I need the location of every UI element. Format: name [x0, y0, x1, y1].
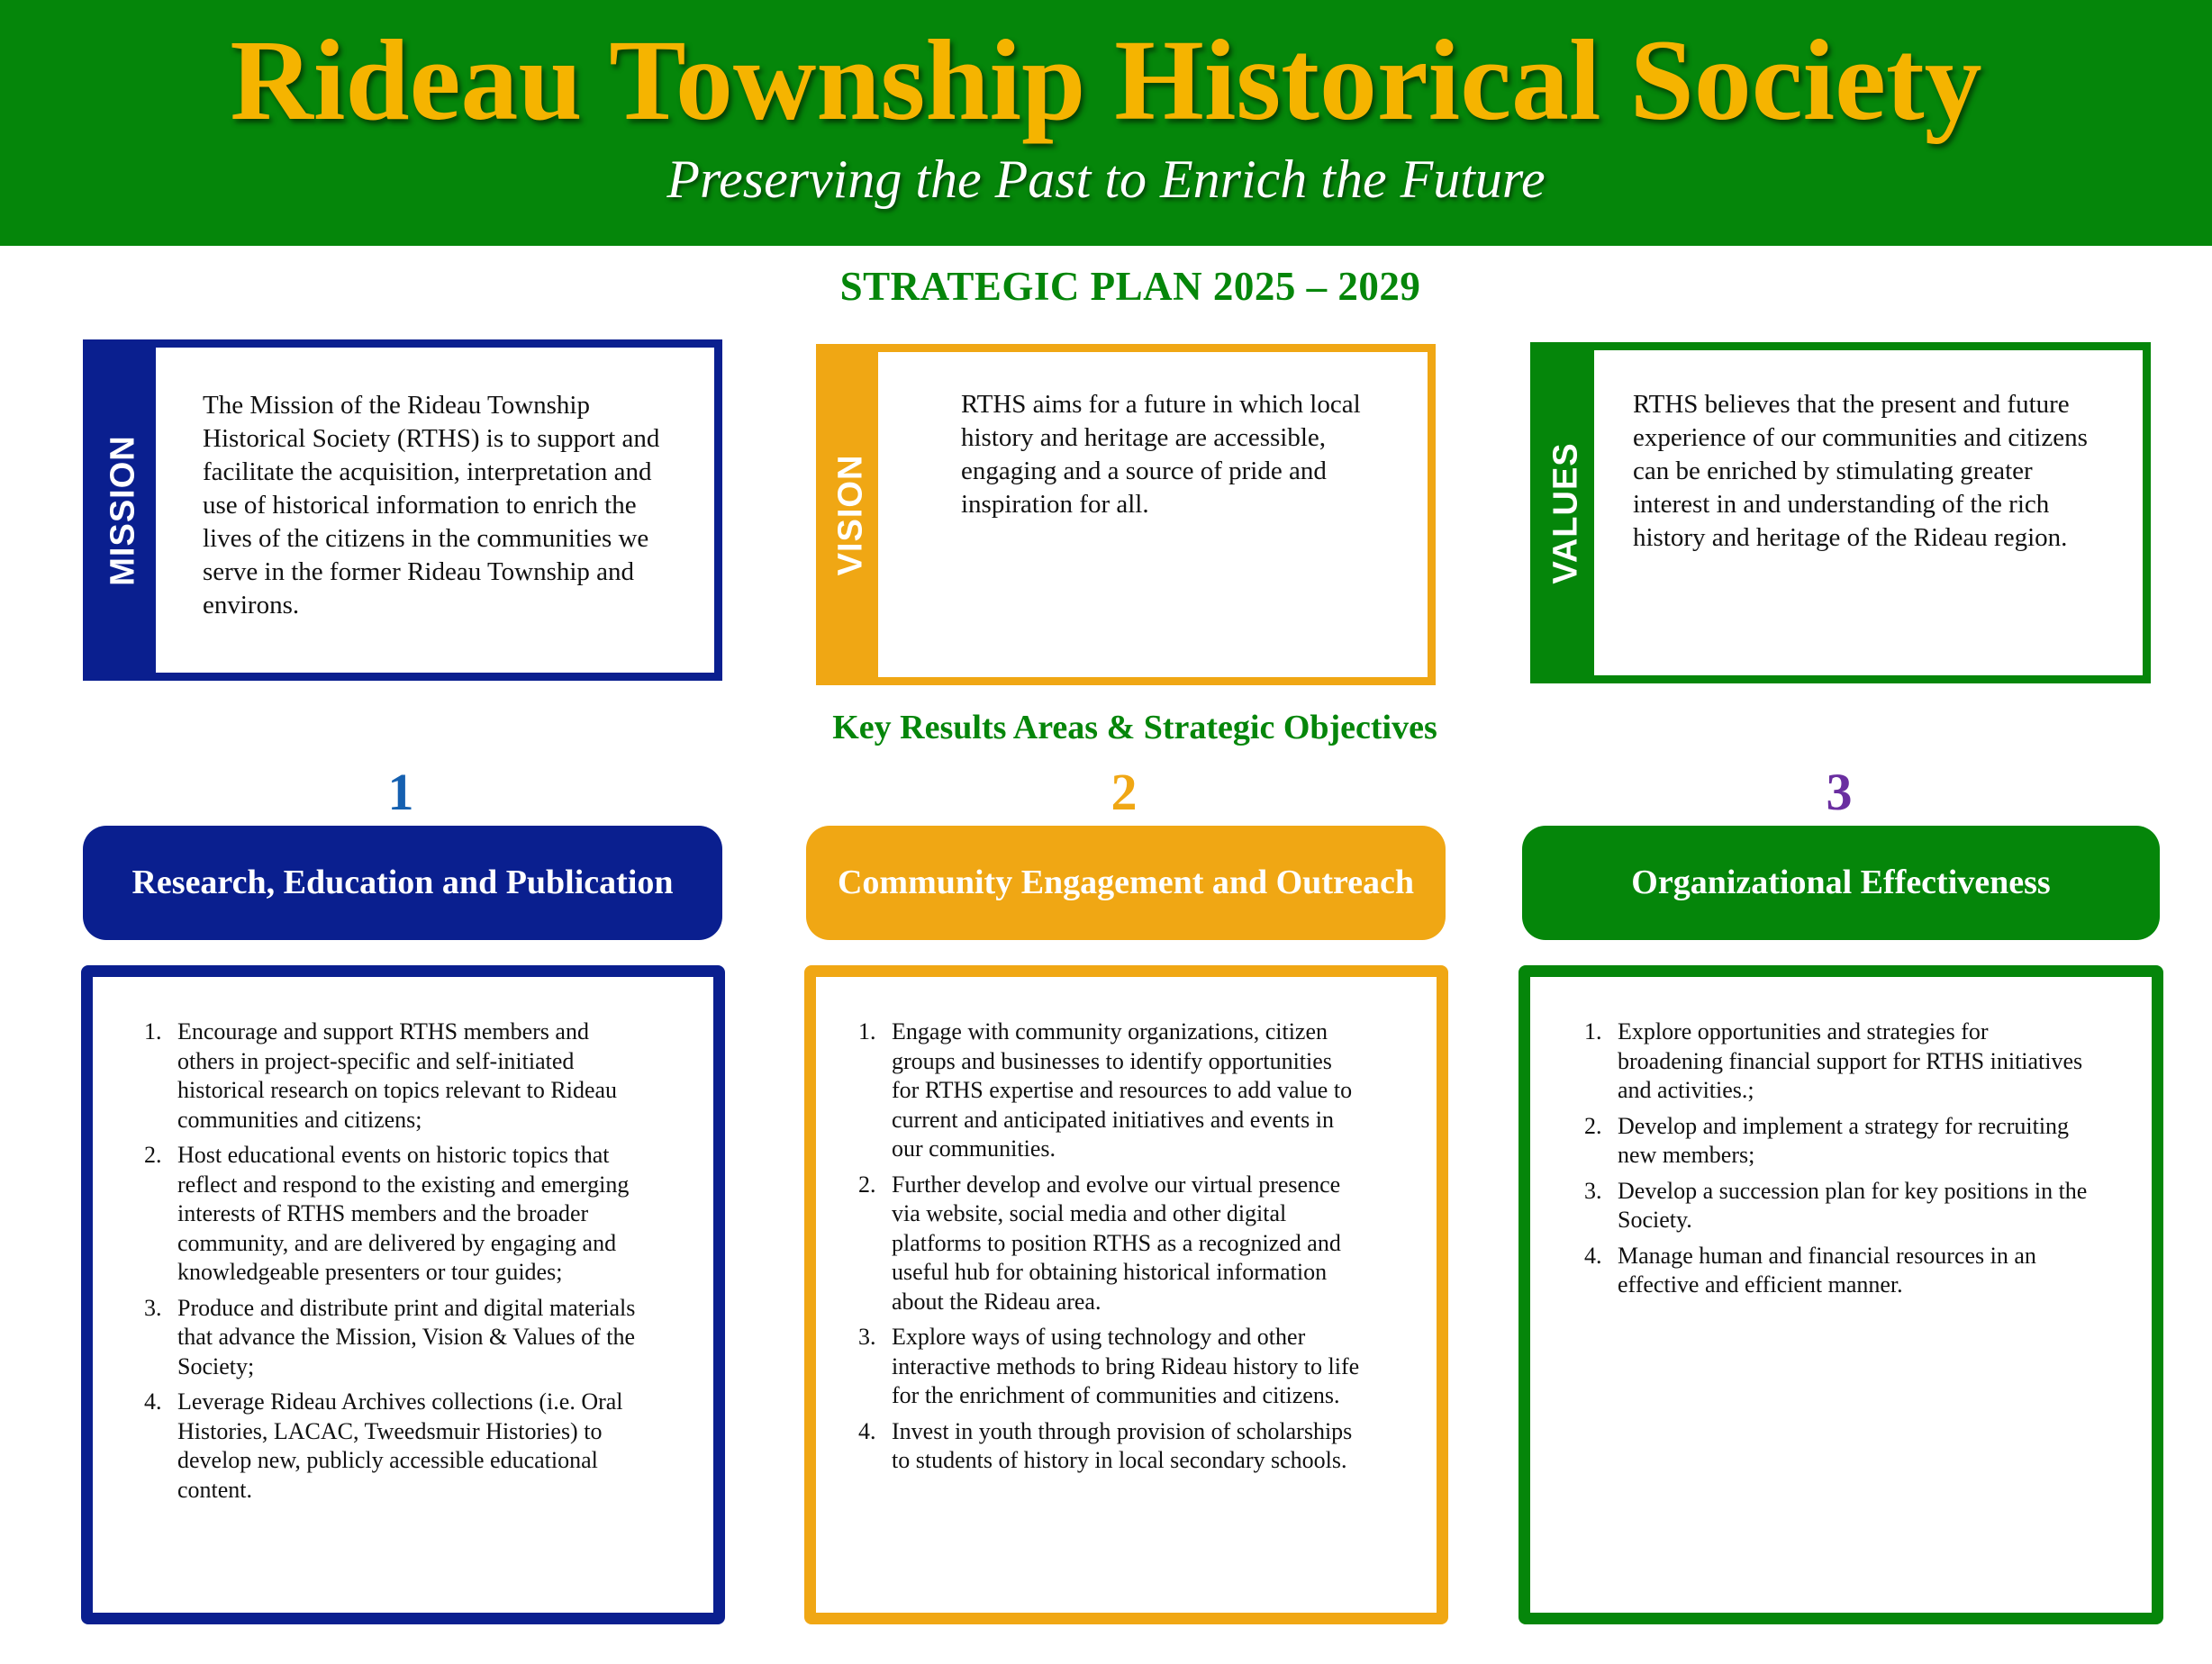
objective-text: Further develop and evolve our virtual presence via website, social media and other digital platforms to position RTHS as a recognized and useful hub for obtaining historical information about the Rideau area.	[892, 1171, 1341, 1315]
area-2-objectives-box	[804, 965, 1448, 1624]
objective-number: 2.	[144, 1142, 162, 1168]
objective-text: Leverage Rideau Archives collections (i.e. Oral Histories, LACAC, Tweedsmuir Histories) to develop new, publicly accessible educational content.	[177, 1388, 623, 1503]
area-2-heading: Community Engagement and Outreach	[806, 826, 1446, 940]
objective-item	[1584, 1242, 2089, 1300]
area-2-number: 2	[1111, 763, 1138, 821]
objective-number: 3.	[858, 1324, 876, 1350]
objective-number: 1.	[144, 1018, 162, 1045]
objective-number: 4.	[858, 1417, 876, 1444]
mission-tab	[91, 348, 156, 673]
values-panel	[1530, 342, 2151, 683]
objective-number: 1.	[1584, 1018, 1602, 1045]
area-1-objectives-box	[81, 965, 725, 1624]
objective-number: 3.	[144, 1294, 162, 1321]
objective-text: Encourage and support RTHS members and others in project-specific and self-initiated historical research on topics relevant to Rideau communities and citizens;	[177, 1018, 618, 1133]
objective-text: Develop a succession plan for key positions in the Society.	[1618, 1177, 2088, 1233]
objective-text: Manage human and financial resources in an effective and efficient manner.	[1618, 1242, 2036, 1298]
area-3-heading: Organizational Effectiveness	[1522, 826, 2160, 940]
vision-tab	[824, 352, 878, 677]
objective-number: 4.	[144, 1388, 162, 1415]
area-2-objectives-list	[858, 1017, 1363, 1482]
values-text: RTHS believes that the present and future experience of our communities and citizens can be enriched by stimulating greater interest in and understanding of the rich history and heritage of the Rideau region.	[1633, 390, 2088, 552]
values-tab	[1538, 350, 1594, 675]
objective-number: 3.	[1584, 1177, 1602, 1204]
objective-item	[144, 1294, 648, 1382]
vision-panel	[816, 344, 1436, 685]
page-title: Rideau Township Historical Society	[230, 16, 1982, 144]
objective-item	[144, 1141, 648, 1288]
area-1-objectives-list	[144, 1017, 648, 1511]
area-3-objectives-list	[1584, 1017, 2089, 1307]
area-1-heading: Research, Education and Publication	[83, 826, 722, 940]
objective-text: Engage with community organizations, citizen groups and businesses to identify opportunities for RTHS expertise and resources to add value to current and anticipated initiatives and events in our communities.	[892, 1018, 1353, 1162]
area-1-number: 1	[387, 763, 414, 821]
objective-item	[1584, 1017, 2089, 1106]
header-banner	[0, 0, 2212, 246]
values-label: VALUES	[1546, 441, 1585, 584]
area-3-objectives-box	[1518, 965, 2163, 1624]
objective-item	[1584, 1112, 2089, 1171]
vision-label: VISION	[831, 454, 870, 575]
plan-title: STRATEGIC PLAN 2025 – 2029	[839, 264, 1421, 309]
objective-item	[858, 1417, 1363, 1476]
objective-item	[858, 1017, 1363, 1164]
objective-text: Produce and distribute print and digital materials that advance the Mission, Vision & Values of the Society;	[177, 1294, 636, 1379]
objective-item	[858, 1323, 1363, 1411]
vision-text: RTHS aims for a future in which local history and heritage are accessible, engaging and a source of pride and inspiration for all.	[961, 390, 1361, 519]
area-3-number: 3	[1826, 763, 1853, 821]
objective-number: 1.	[858, 1018, 876, 1045]
objective-number: 2.	[858, 1171, 876, 1198]
objective-text: Explore opportunities and strategies for broadening financial support for RTHS initiatives and activities.;	[1618, 1018, 2083, 1103]
kra-title: Key Results Areas & Strategic Objectives	[832, 709, 1437, 746]
objective-number: 2.	[1584, 1112, 1602, 1139]
objective-text: Develop and implement a strategy for recruiting new members;	[1618, 1112, 2070, 1168]
objective-text: Explore ways of using technology and other interactive methods to bring Rideau history to life for the enrichment of communities and citizens.	[892, 1324, 1360, 1408]
objective-text: Invest in youth through provision of scholarships to students of history in local secondary schools.	[892, 1417, 1353, 1473]
mission-label: MISSION	[104, 434, 142, 586]
objective-item	[858, 1171, 1363, 1317]
mission-panel	[83, 339, 722, 681]
tagline: Preserving the Past to Enrich the Future	[666, 149, 1546, 209]
objective-item	[144, 1388, 648, 1505]
objective-number: 4.	[1584, 1242, 1602, 1269]
objective-text: Host educational events on historic topics that reflect and respond to the existing and emerging interests of RTHS members and the broader community, and are delivered by engaging and knowledgeable presenters or tour guides;	[177, 1142, 630, 1285]
objective-item	[144, 1017, 648, 1135]
mission-text: The Mission of the Rideau Township Historical Society (RTHS) is to support and facilitate the acquisition, interpretation and use of historical information to enrich the lives of the citizens in the communities we serve in the former Rideau Township and environs.	[203, 391, 660, 619]
objective-item	[1584, 1177, 2089, 1235]
